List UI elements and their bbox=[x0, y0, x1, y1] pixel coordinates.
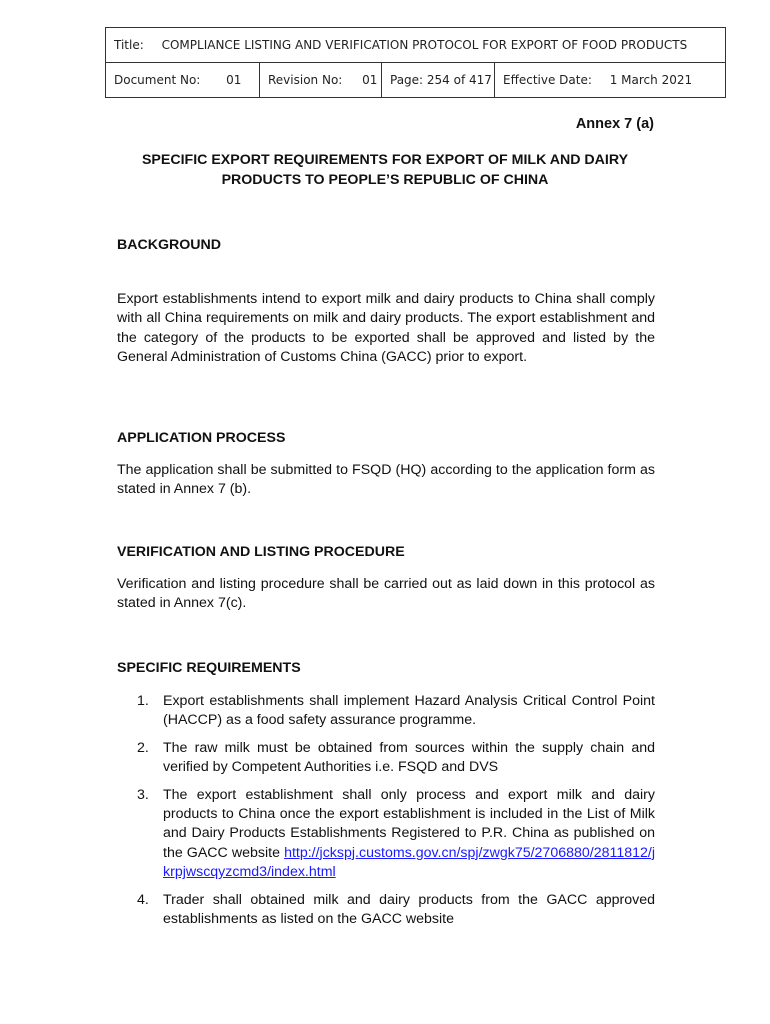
effective-date-value: 1 March 2021 bbox=[609, 73, 693, 87]
application-text: The application shall be submitted to FSQD (HQ) according to the application form as stated in Annex 7 (b). bbox=[117, 462, 655, 498]
specific-section bbox=[117, 659, 655, 678]
list-item-number: 2. bbox=[137, 739, 149, 756]
title-value: COMPLIANCE LISTING AND VERIFICATION PROTOCOL FOR EXPORT OF FOOD PRODUCTS bbox=[161, 38, 688, 52]
application-heading: APPLICATION PROCESS bbox=[117, 430, 286, 446]
title-label: Title: bbox=[114, 38, 144, 52]
list-item-text: Export establishments shall implement Hazard Analysis Critical Control Point (HACCP) as a food safety assurance programme. bbox=[163, 693, 655, 729]
background-text: Export establishments intend to export milk and dairy products to China shall comply with all China requirements on milk and dairy products. The export establishment and the category of the products to be exported shall be approved and listed by the General Administration of Customs China (GACC) prior to export. bbox=[117, 291, 655, 366]
list-item bbox=[117, 891, 655, 930]
page-title: SPECIFIC EXPORT REQUIREMENTS FOR EXPORT OF MILK AND DAIRY PRODUCTS TO PEOPLE’S REPUBLIC OF CHINA bbox=[141, 152, 629, 188]
list-item-text: The raw milk must be obtained from sources within the supply chain and verified by Competent Authorities i.e. FSQD and DVS bbox=[163, 739, 655, 776]
requirements-list-block bbox=[117, 692, 655, 937]
revision-no-label: Revision No: bbox=[268, 73, 343, 87]
verification-heading: VERIFICATION AND LISTING PROCEDURE bbox=[117, 544, 405, 560]
specific-heading: SPECIFIC REQUIREMENTS bbox=[117, 660, 301, 676]
document-no-label: Document No: bbox=[114, 73, 201, 87]
effective-date-cell bbox=[495, 63, 726, 98]
annex-label: Annex 7 (a) bbox=[575, 116, 654, 132]
list-item-text: Trader shall obtained milk and dairy products from the GACC approved establishments as listed on the GACC website bbox=[163, 891, 655, 928]
title-cell bbox=[106, 28, 726, 63]
list-item bbox=[117, 786, 655, 883]
background-section bbox=[117, 236, 655, 255]
list-item-text: The export establishment shall only process and export milk and dairy products to China once the export establishment is included in the List of Milk and Dairy Products Establishments Registered to P.R. China as published on the GACC website bbox=[163, 786, 655, 861]
list-item-number: 3. bbox=[137, 786, 149, 803]
background-heading: BACKGROUND bbox=[117, 237, 222, 253]
revision-no-cell bbox=[260, 63, 382, 98]
document-no-cell bbox=[106, 63, 260, 98]
requirements-list bbox=[117, 692, 655, 929]
document-header-table bbox=[105, 27, 726, 98]
list-item-number: 1. bbox=[137, 693, 149, 709]
list-item bbox=[117, 692, 655, 731]
background-text-block bbox=[117, 290, 655, 368]
list-item-number: 4. bbox=[137, 891, 149, 908]
page-cell bbox=[382, 63, 495, 98]
effective-date-label: Effective Date: bbox=[503, 73, 592, 87]
verification-section bbox=[117, 543, 655, 562]
list-item bbox=[117, 739, 655, 778]
application-section bbox=[117, 429, 655, 448]
gacc-website-link[interactable]: http://jckspj.customs.gov.cn/spj/zwgk75/2706880/2811812/jkrpjwscqyzcmd3/index.html bbox=[163, 844, 655, 881]
page-number: Page: 254 of 417 bbox=[390, 73, 492, 87]
document-no-value: 01 bbox=[226, 73, 242, 87]
application-text-block bbox=[117, 461, 655, 500]
verification-text: Verification and listing procedure shall be carried out as laid down in this protocol as stated in Annex 7(c). bbox=[117, 576, 655, 612]
verification-text-block bbox=[117, 575, 655, 614]
revision-no-value: 01 bbox=[362, 73, 378, 87]
